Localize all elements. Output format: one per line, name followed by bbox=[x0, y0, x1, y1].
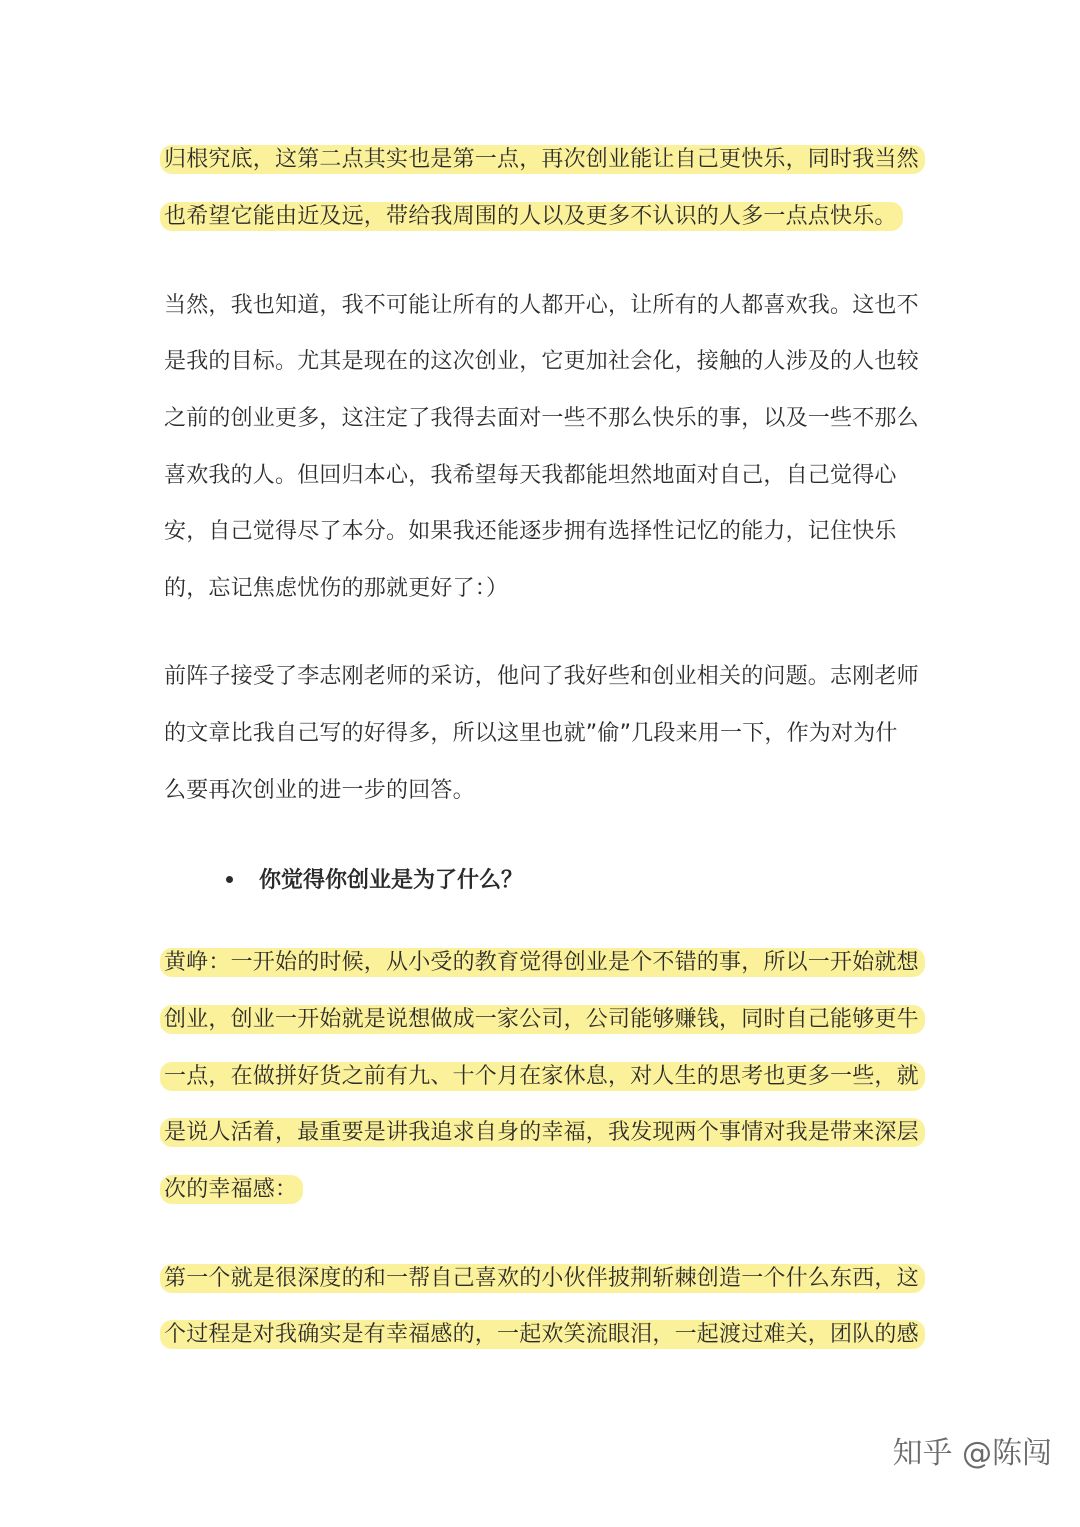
highlight: 一点，在做拼好货之前有九、十个月在家休息，对人生的思考也更多一些，就 bbox=[160, 1062, 925, 1091]
highlight: 是说人活着，最重要是讲我追求自身的幸福，我发现两个事情对我是带来深层 bbox=[160, 1118, 925, 1147]
paragraph-3-line-2: 的文章比我自己写的好得多，所以这里也就”偷”几段来用一下，作为对为什 bbox=[164, 721, 898, 746]
bullet-question bbox=[226, 866, 523, 896]
highlight: 创业，创业一开始就是说想做成一家公司，公司能够赚钱，同时自己能够更牛 bbox=[160, 1005, 925, 1034]
bullet-text: 你觉得你创业是为了什么？ bbox=[259, 868, 524, 893]
bullet-dot-icon bbox=[226, 876, 233, 883]
paragraph-5-line-2 bbox=[164, 1320, 925, 1350]
highlight: 第一个就是很深度的和一帮自己喜欢的小伙伴披荆斩棘创造一个什么东西，这 bbox=[160, 1264, 925, 1293]
paragraph-5-line-1 bbox=[164, 1264, 925, 1294]
highlight: 个过程是对我确实是有幸福感的，一起欢笑流眼泪，一起渡过难关，团队的感 bbox=[160, 1320, 925, 1349]
paragraph-2-line-4: 喜欢我的人。但回归本心，我希望每天我都能坦然地面对自己，自己觉得心 bbox=[164, 463, 897, 488]
paragraph-4-line-2 bbox=[164, 1005, 925, 1035]
highlight: 次的幸福感： bbox=[160, 1175, 303, 1204]
highlight: 也希望它能由近及远，带给我周围的人以及更多不认识的人多一点点快乐。 bbox=[160, 202, 903, 231]
paragraph-2-line-3: 之前的创业更多，这注定了我得去面对一些不那么快乐的事，以及一些不那么 bbox=[164, 406, 919, 431]
paragraph-4-line-3 bbox=[164, 1062, 925, 1092]
paragraph-1-line-2 bbox=[164, 202, 903, 232]
paragraph-4-line-4 bbox=[164, 1118, 925, 1148]
paragraph-2-line-2: 是我的目标。尤其是现在的这次创业，它更加社会化，接触的人涉及的人也较 bbox=[164, 349, 919, 374]
paragraph-2-line-5: 安，自己觉得尽了本分。如果我还能逐步拥有选择性记忆的能力，记住快乐 bbox=[164, 519, 897, 544]
paragraph-4-line-5 bbox=[164, 1175, 303, 1205]
paragraph-3-line-1: 前阵子接受了李志刚老师的采访，他问了我好些和创业相关的问题。志刚老师 bbox=[164, 664, 919, 689]
highlight: 黄峥：一开始的时候，从小受的教育觉得创业是个不错的事，所以一开始就想 bbox=[160, 948, 925, 977]
paragraph-1-line-1 bbox=[164, 145, 925, 175]
watermark: 知乎 @陈闯 bbox=[892, 1436, 1052, 1471]
highlight: 归根究底，这第二点其实也是第一点，再次创业能让自己更快乐，同时我当然 bbox=[160, 145, 925, 174]
paragraph-4-line-1 bbox=[164, 948, 925, 978]
paragraph-2-line-6: 的，忘记焦虑忧伤的那就更好了：） bbox=[164, 576, 509, 601]
paragraph-2-line-1: 当然，我也知道，我不可能让所有的人都开心，让所有的人都喜欢我。这也不 bbox=[164, 293, 919, 318]
paragraph-3-line-3: 么要再次创业的进一步的回答。 bbox=[164, 778, 475, 803]
